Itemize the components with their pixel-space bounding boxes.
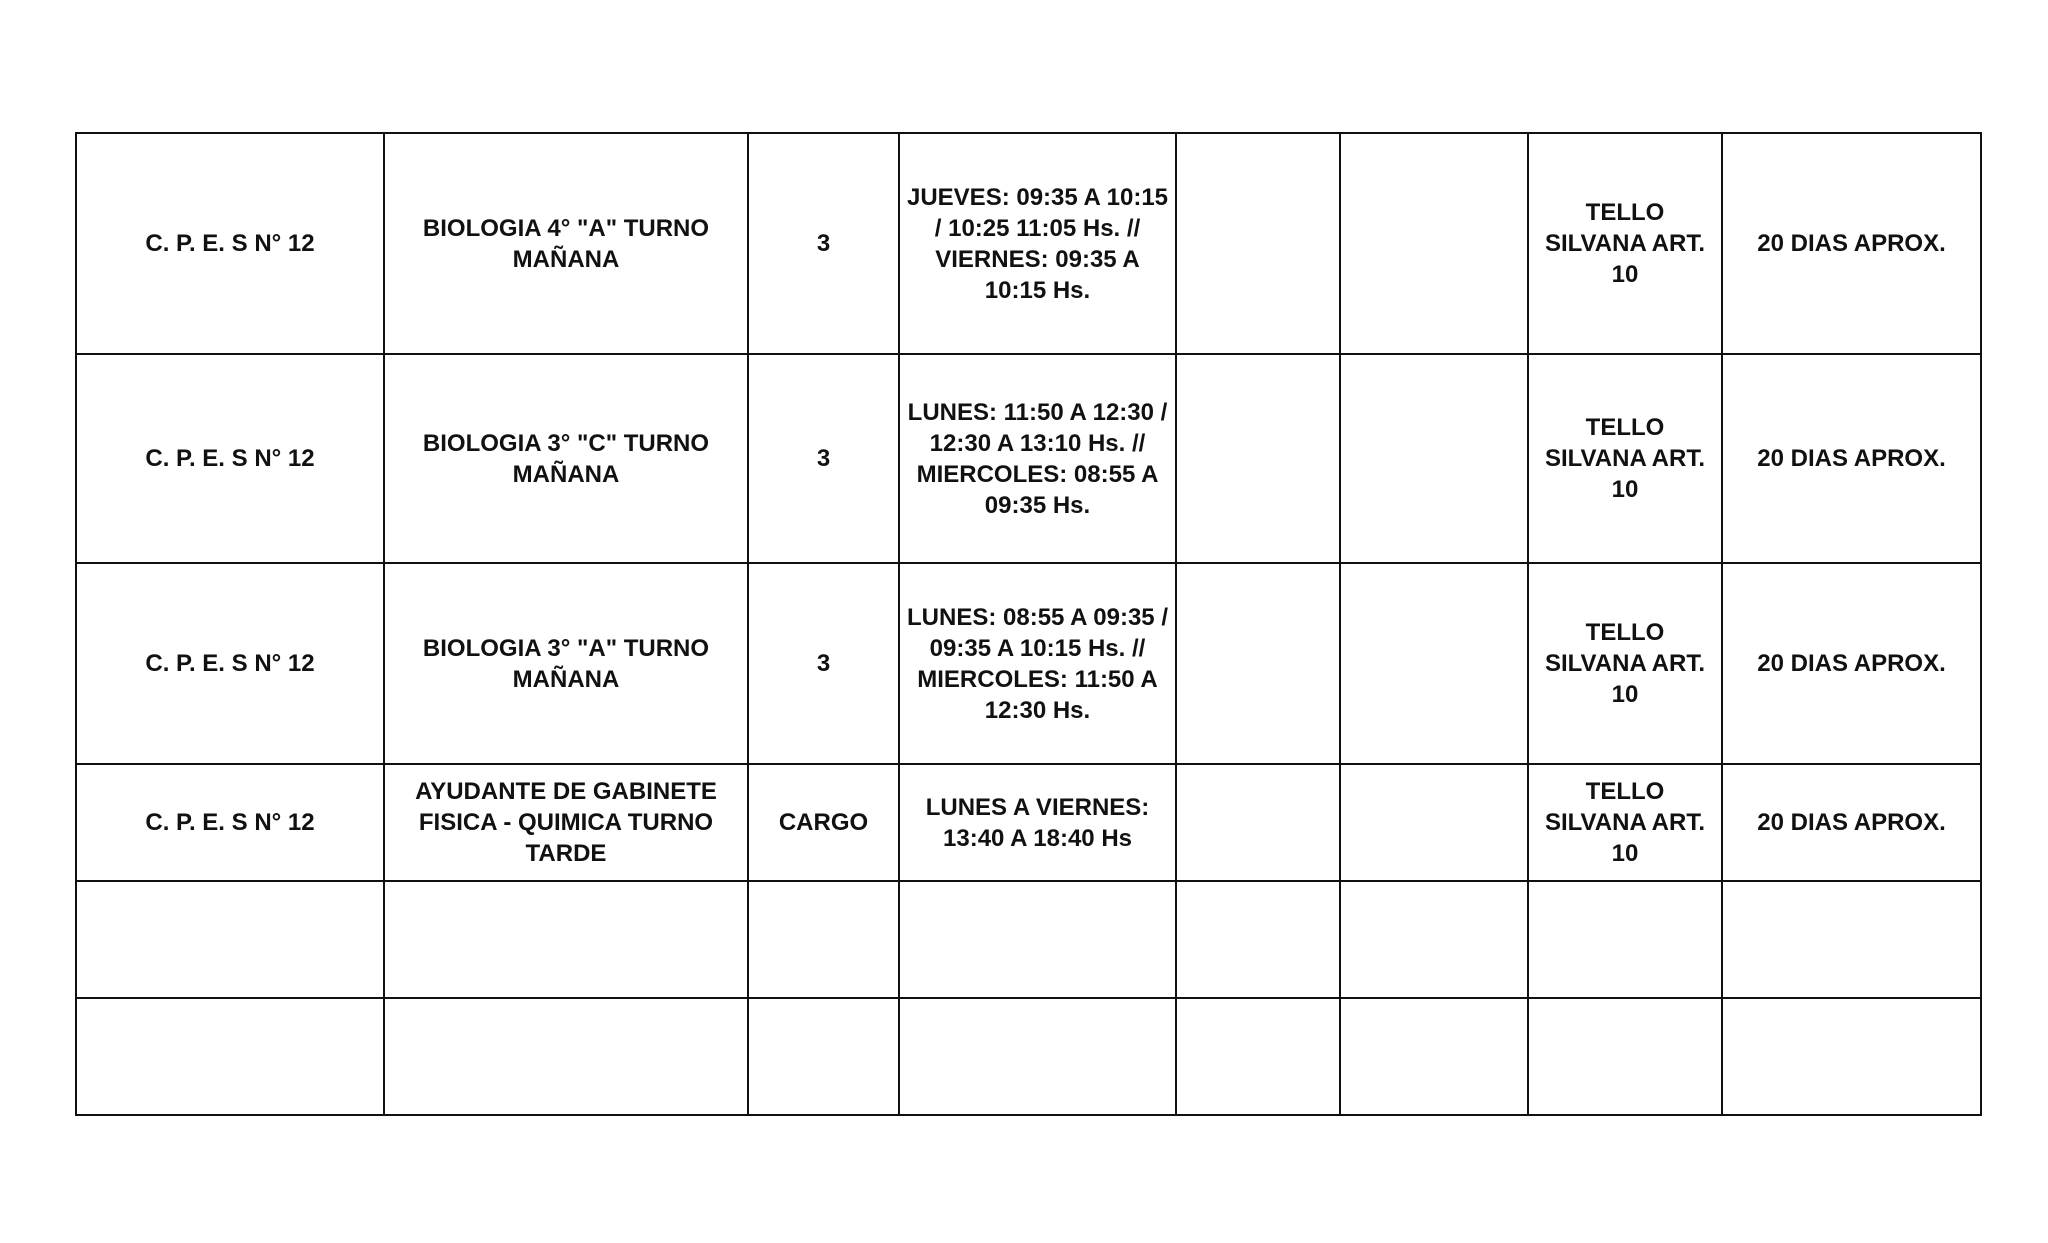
subject-cell: AYUDANTE DE GABINETE FISICA - QUIMICA TURNO TARDE [384,764,748,881]
empty-cell [1340,354,1528,563]
duration-cell: 20 DIAS APROX. [1722,563,1981,764]
empty-cell [1340,998,1528,1115]
school-cell: C. P. E. S N° 12 [76,764,384,881]
subject-cell: BIOLOGIA 4° "A" TURNO MAÑANA [384,133,748,354]
empty-cell [1340,881,1528,998]
holder-cell [1528,881,1722,998]
hours-cell: 3 [748,133,899,354]
schedule-cell [899,881,1176,998]
table-row [76,998,1981,1115]
empty-cell [1176,354,1340,563]
schedule-cell: LUNES: 11:50 A 12:30 / 12:30 A 13:10 Hs. // MIERCOLES: 08:55 A 09:35 Hs. [899,354,1176,563]
empty-cell [1176,764,1340,881]
schedule-cell: LUNES: 08:55 A 09:35 / 09:35 A 10:15 Hs. // MIERCOLES: 11:50 A 12:30 Hs. [899,563,1176,764]
subject-cell [384,881,748,998]
school-cell: C. P. E. S N° 12 [76,563,384,764]
table-row [76,881,1981,998]
holder-cell: TELLO SILVANA ART. 10 [1528,354,1722,563]
schedule-cell: LUNES A VIERNES: 13:40 A 18:40 Hs [899,764,1176,881]
empty-cell [1340,133,1528,354]
schedule-cell [899,998,1176,1115]
duration-cell: 20 DIAS APROX. [1722,764,1981,881]
empty-cell [1340,563,1528,764]
holder-cell [1528,998,1722,1115]
hours-cell: 3 [748,563,899,764]
duration-cell: 20 DIAS APROX. [1722,133,1981,354]
duration-cell [1722,881,1981,998]
empty-cell [1176,563,1340,764]
school-cell: C. P. E. S N° 12 [76,133,384,354]
table-row [76,354,1981,563]
schedule-sheet [75,132,1980,1116]
empty-cell [1176,881,1340,998]
table-row [76,133,1981,354]
table-row [76,764,1981,881]
school-cell [76,881,384,998]
schedule-table [75,132,1982,1116]
subject-cell: BIOLOGIA 3° "C" TURNO MAÑANA [384,354,748,563]
school-cell: C. P. E. S N° 12 [76,354,384,563]
holder-cell: TELLO SILVANA ART. 10 [1528,133,1722,354]
hours-cell [748,881,899,998]
empty-cell [1176,998,1340,1115]
subject-cell: BIOLOGIA 3° "A" TURNO MAÑANA [384,563,748,764]
duration-cell [1722,998,1981,1115]
holder-cell: TELLO SILVANA ART. 10 [1528,563,1722,764]
holder-cell: TELLO SILVANA ART. 10 [1528,764,1722,881]
schedule-cell: JUEVES: 09:35 A 10:15 / 10:25 11:05 Hs. // VIERNES: 09:35 A 10:15 Hs. [899,133,1176,354]
duration-cell: 20 DIAS APROX. [1722,354,1981,563]
empty-cell [1340,764,1528,881]
school-cell [76,998,384,1115]
subject-cell [384,998,748,1115]
hours-cell: 3 [748,354,899,563]
hours-cell: CARGO [748,764,899,881]
hours-cell [748,998,899,1115]
table-row [76,563,1981,764]
empty-cell [1176,133,1340,354]
